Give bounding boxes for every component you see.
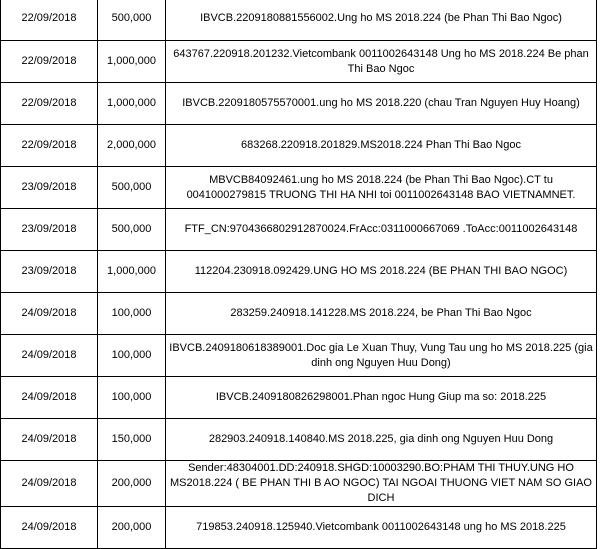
- date-cell: 23/09/2018: [1, 209, 98, 251]
- description-cell: 283259.240918.141228.MS 2018.224, be Phan Thi Bao Ngoc: [166, 293, 597, 335]
- table-row: [1, 293, 597, 335]
- amount-cell: 500,000: [98, 167, 166, 209]
- date-cell: 24/09/2018: [1, 507, 98, 549]
- description-cell: 719853.240918.125940.Vietcombank 0011002643148 ung ho MS 2018.225: [166, 507, 597, 549]
- amount-cell: 100,000: [98, 293, 166, 335]
- donation-table-body: [1, 0, 597, 549]
- description-cell: 683268.220918.201829.MS2018.224 Phan Thi Bao Ngoc: [166, 125, 597, 167]
- amount-cell: 100,000: [98, 335, 166, 377]
- description-cell: Sender:48304001.DD:240918.SHGD:10003290.BO:PHAM THI THUY.UNG HO MS2018.224 ( BE PHAN THI B AO NGOC) TAI NGOAI THUONG VIET NAM SO GIAO DICH: [166, 461, 597, 507]
- description-cell: MBVCB84092461.ung ho MS 2018.224 (be Phan Thi Bao Ngoc).CT tu 0041000279815 TRUONG THI HA NHI toi 0011002643148 BAO VIETNAMNET.: [166, 167, 597, 209]
- table-row: [1, 41, 597, 83]
- amount-cell: 1,000,000: [98, 41, 166, 83]
- date-cell: 24/09/2018: [1, 419, 98, 461]
- amount-cell: 200,000: [98, 507, 166, 549]
- table-row: [1, 251, 597, 293]
- description-cell: 643767.220918.201232.Vietcombank 0011002643148 Ung ho MS 2018.224 Be phan Thi Bao Ngoc: [166, 41, 597, 83]
- amount-cell: 500,000: [98, 0, 166, 41]
- table-row: [1, 83, 597, 125]
- amount-cell: 1,000,000: [98, 251, 166, 293]
- table-row: [1, 507, 597, 549]
- description-cell: IBVCB.2409180826298001.Phan ngoc Hung Giup ma so: 2018.225: [166, 377, 597, 419]
- table-row: [1, 377, 597, 419]
- amount-cell: 100,000: [98, 377, 166, 419]
- table-row: [1, 0, 597, 41]
- date-cell: 24/09/2018: [1, 461, 98, 507]
- date-cell: 22/09/2018: [1, 83, 98, 125]
- table-row: [1, 419, 597, 461]
- description-cell: FTF_CN:970436680291287002​4.FrAcc:0311000667069 .ToAcc:0011002643148: [166, 209, 597, 251]
- date-cell: 23/09/2018: [1, 167, 98, 209]
- date-cell: 23/09/2018: [1, 251, 98, 293]
- table-row: [1, 335, 597, 377]
- table-row: [1, 461, 597, 507]
- date-cell: 22/09/2018: [1, 41, 98, 83]
- date-cell: 22/09/2018: [1, 0, 98, 41]
- table-row: [1, 125, 597, 167]
- description-cell: IBVCB.2209180575570001.ung ho MS 2018.220 (chau Tran Nguyen Huy Hoang): [166, 83, 597, 125]
- date-cell: 24/09/2018: [1, 293, 98, 335]
- description-cell: 112204.230918.092429.UNG HO MS 2018.224 (BE PHAN THI BAO NGOC): [166, 251, 597, 293]
- date-cell: 24/09/2018: [1, 377, 98, 419]
- date-cell: 22/09/2018: [1, 125, 98, 167]
- amount-cell: 500,000: [98, 209, 166, 251]
- table-row: [1, 167, 597, 209]
- amount-cell: 2,000,000: [98, 125, 166, 167]
- description-cell: IBVCB.2209180881556002.Ung ho MS 2018.224 (be Phan Thi Bao Ngoc): [166, 0, 597, 41]
- description-cell: IBVCB.2409180618389001.Doc gia Le Xuan Thuy, Vung Tau ung ho MS 2018.225 (gia dinh ong Nguyen Huu Dong): [166, 335, 597, 377]
- table-row: [1, 209, 597, 251]
- date-cell: 24/09/2018: [1, 335, 98, 377]
- amount-cell: 1,000,000: [98, 83, 166, 125]
- description-cell: 282903.240918.140840.MS 2018.225, gia dinh ong Nguyen Huu Dong: [166, 419, 597, 461]
- amount-cell: 200,000: [98, 461, 166, 507]
- amount-cell: 150,000: [98, 419, 166, 461]
